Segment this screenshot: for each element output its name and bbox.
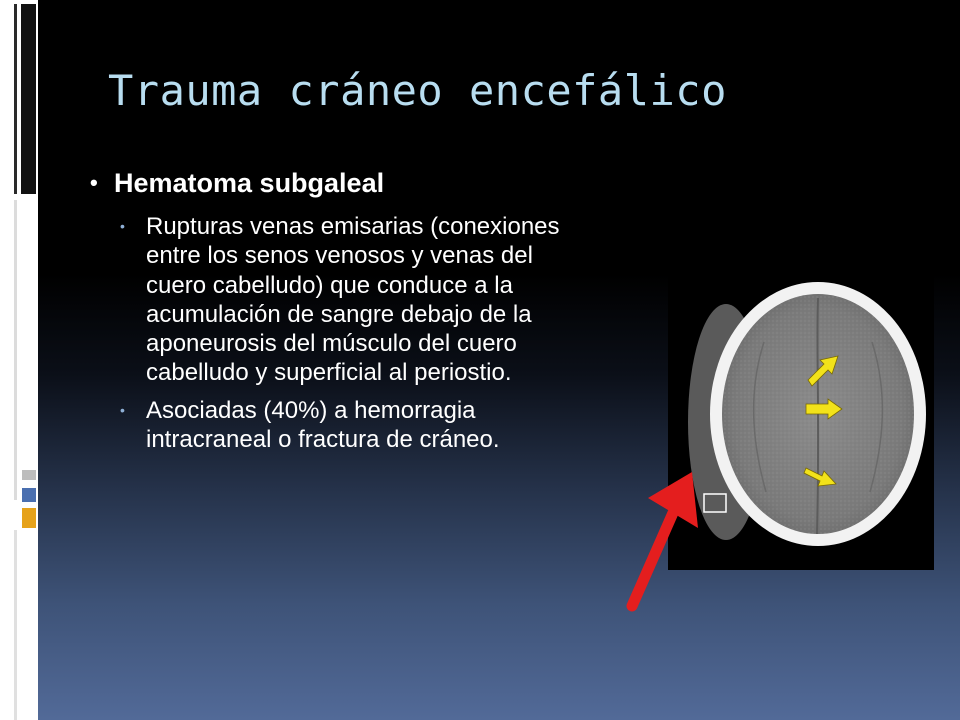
sub-bullet-item (120, 212, 590, 388)
sub-bullet-text: Asociadas (40%) a hemorragia intracraneal o fractura de cráneo. (146, 396, 500, 454)
bullet-dot-icon: • (120, 401, 125, 418)
left-decoration (0, 0, 38, 720)
sub-bullet-item (120, 396, 590, 455)
bullet-heading (90, 166, 590, 200)
ct-scan-brain-icon (668, 272, 934, 570)
sub-bullet-text: Rupturas venas emisarias (conexiones entre los senos venosos y venas del cuero cabelludo) que conduce a la acumulación de sangre debajo de la aponeurosis del músculo del cuero cabelludo y superficial al periostio. (146, 213, 560, 387)
bullet-dot-icon: • (90, 170, 98, 195)
heading-text: Hematoma subgaleal (114, 168, 385, 198)
sub-bullet-list (120, 212, 590, 454)
bullet-dot-icon: • (120, 218, 125, 234)
slide-content (90, 166, 590, 462)
ct-scan-image (668, 272, 934, 570)
slide-title: Trauma cráneo encefálico (108, 66, 727, 115)
